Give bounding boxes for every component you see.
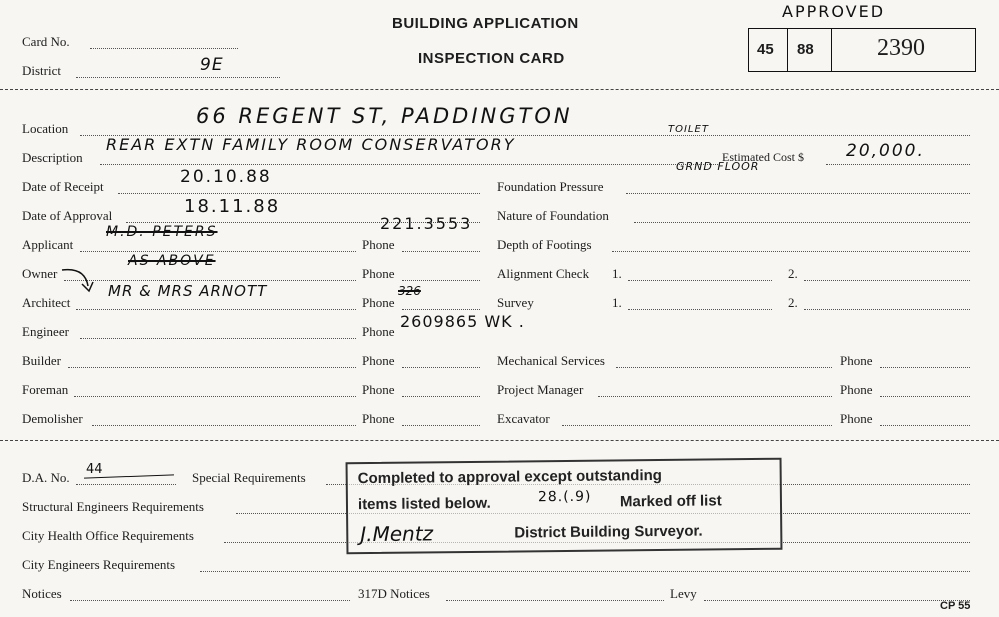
notices-line [70,600,350,601]
da-line [76,484,176,485]
description-note-toilet: TOILET [668,124,709,135]
demolisher-phone-line [402,425,480,426]
receipt-value: 20.10.88 [180,167,272,187]
survey-1-line [628,309,772,310]
owner-phone-line [402,280,480,281]
notices317-label: 317D Notices [358,586,430,601]
depth-footings-label: Depth of Footings [497,237,592,252]
survey-1-label: 1. [612,295,622,310]
receipt-line [118,193,480,194]
demolisher-label: Demolisher [22,411,83,426]
mech-line [616,367,832,368]
title-line1: BUILDING APPLICATION [392,15,579,32]
survey-label: Survey [497,295,534,310]
stamp-signature: J.Mentz [360,521,434,547]
alignment-2-line [804,280,970,281]
estimated-cost-label: Estimated Cost $ [722,150,804,164]
excavator-label: Excavator [497,411,550,426]
da-value: 44 [86,462,103,477]
district-value: 9E [200,55,224,75]
approval-stamp [346,458,783,555]
notices317-line [446,600,664,601]
applicant-label: Applicant [22,237,74,252]
mech-label: Mechanical Services [497,353,605,368]
builder-phone-line [402,367,480,368]
mech-phone-label: Phone [840,353,873,368]
card-no-line [90,48,238,49]
depth-footings-line [612,251,970,252]
applicant-phone-line [402,251,480,252]
applicant-value: M.D. PETERS [106,224,218,240]
survey-2-label: 2. [788,295,798,310]
foreman-phone-line [402,396,480,397]
engineer-phone-value: 2609865 WK . [400,312,525,331]
levy-line [704,600,970,601]
levy-label: Levy [670,586,697,601]
notices-label: Notices [22,586,62,601]
location-label: Location [22,121,69,136]
number-box-a: 45 [757,41,774,58]
demolisher-phone-label: Phone [362,411,395,426]
estimated-cost-value: 20,000. [846,141,925,161]
card-number-box [748,28,976,72]
engineer-phone-label: Phone [362,324,395,339]
builder-label: Builder [22,353,61,368]
pm-label: Project Manager [497,382,584,397]
foreman-line [74,396,356,397]
applicant-line [80,251,356,252]
alignment-1-line [628,280,772,281]
stamp-line2b: Marked off list [619,492,722,511]
builder-phone-label: Phone [362,353,395,368]
description-label: Description [22,150,83,165]
title-line2: INSPECTION CARD [418,50,565,67]
stamp-line3: District Building Surveyor. [514,522,703,542]
architect-phone-label: Phone [362,295,395,310]
stamp-line1: Completed to approval except outstanding [357,466,662,488]
excavator-line [562,425,832,426]
architect-phone-value: 326 [398,284,421,298]
approved-note: APPROVED [782,2,886,21]
engineer-label: Engineer [22,324,69,339]
district-label: District [22,63,61,78]
demolisher-line [92,425,356,426]
excavator-phone-label: Phone [840,411,873,426]
foreman-phone-label: Phone [362,382,395,397]
pm-phone-label: Phone [840,382,873,397]
divider-middle [0,440,999,441]
owner-line [64,280,356,281]
applicant-phone-note: 221.3553 [380,214,473,233]
pm-phone-line [880,396,970,397]
owner-label: Owner [22,266,58,281]
receipt-label: Date of Receipt [22,179,104,194]
architect-phone-line [402,309,480,310]
alignment-label: Alignment Check [497,266,590,281]
builder-line [68,367,356,368]
stamp-date: 28.(.9) [537,488,592,506]
architect-label: Architect [22,295,71,310]
foundation-pressure-label: Foundation Pressure [497,179,604,194]
divider-top [0,89,999,90]
nature-foundation-line [634,222,970,223]
structural-label: Structural Engineers Requirements [22,499,204,514]
engineer-line [80,338,356,339]
approval-value: 18.11.88 [184,196,281,217]
alignment-2-label: 2. [788,266,798,281]
description-value: REAR EXTN FAMILY ROOM CONSERVATORY [106,135,516,154]
health-label: City Health Office Requirements [22,528,194,543]
number-box-b: 88 [797,41,814,58]
mech-phone-line [880,367,970,368]
estimated-cost-line [826,164,970,165]
card-no-label: Card No. [22,34,70,49]
location-value: 66 REGENT ST, PADDINGTON [196,104,573,128]
excavator-phone-line [880,425,970,426]
applicant-phone-label: Phone [362,237,395,252]
district-line [76,77,280,78]
approval-label: Date of Approval [22,208,113,223]
architect-line [76,309,356,310]
form-code: CP 55 [940,600,971,612]
city-eng-label: City Engineers Requirements [22,557,176,572]
nature-foundation-label: Nature of Foundation [497,208,609,223]
stamp-line2a: items listed below. [357,494,491,514]
survey-2-line [804,309,970,310]
owner-value: AS ABOVE [128,253,216,269]
description-line [100,164,720,165]
alignment-1-label: 1. [612,266,622,281]
foreman-label: Foreman [22,382,69,397]
owner-phone-label: Phone [362,266,395,281]
architect-value: MR & MRS ARNOTT [108,282,268,300]
description-note-floor: GRND FLOOR [676,160,760,173]
city-eng-line [200,571,970,572]
number-box-c: 2390 [877,35,925,61]
foundation-pressure-line [626,193,970,194]
special-label: Special Requirements [192,470,306,485]
pm-line [598,396,832,397]
da-label: D.A. No. [22,470,70,485]
